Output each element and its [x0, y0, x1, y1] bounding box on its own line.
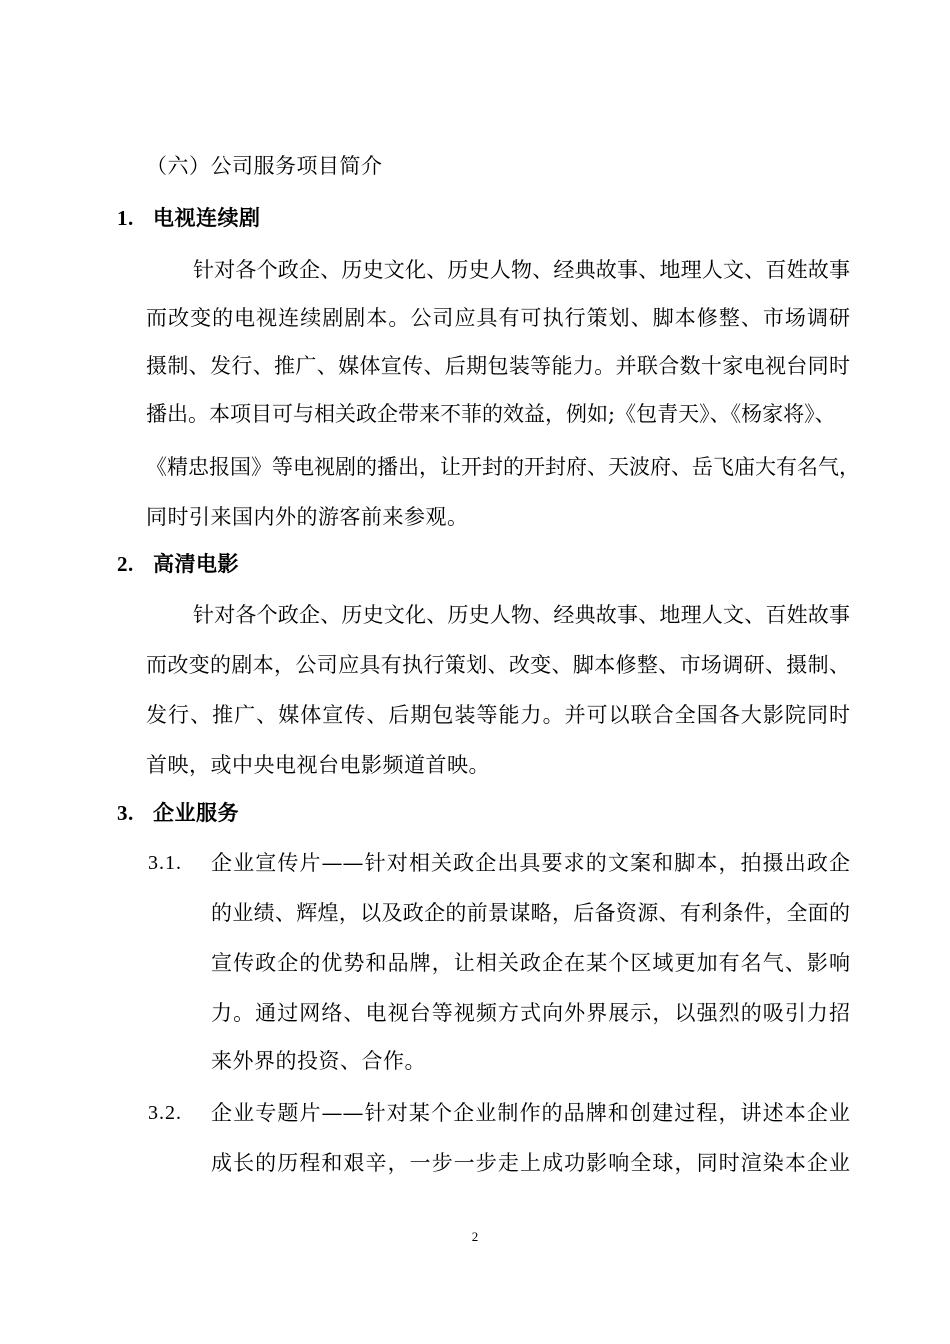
section-heading-3	[117, 798, 239, 828]
subitem-number: 3.1.	[148, 852, 182, 874]
section-title-text: 高清电影	[153, 552, 239, 576]
section-title-text: 电视连续剧	[153, 206, 261, 230]
paragraph-line: 企业宣传片——针对相关政企出具要求的文案和脚本，拍摄出政企	[211, 851, 850, 875]
page-number: 2	[471, 1229, 479, 1244]
section-heading-1	[117, 203, 261, 233]
paragraph-line: 首映，或中央电视台电影频道首映。	[146, 753, 490, 777]
section-number: 3.	[117, 801, 134, 825]
paragraph-line: 而改变的电视连续剧剧本。公司应具有可执行策划、脚本修整、市场调研	[146, 306, 850, 330]
paragraph-line: 力。通过网络、电视台等视频方式向外界展示，以强烈的吸引力招	[211, 1001, 850, 1025]
section-title: （六）公司服务项目简介	[146, 154, 383, 178]
section-number: 1.	[117, 206, 134, 230]
paragraph-line: 发行、推广、媒体宣传、后期包装等能力。并可以联合全国各大影院同时	[146, 703, 850, 727]
paragraph-line: 同时引来国内外的游客前来参观。	[146, 505, 469, 529]
section-number: 2.	[117, 552, 134, 576]
section-title-text: 企业服务	[153, 801, 239, 825]
section-heading-2	[117, 549, 239, 579]
paragraph-line: 而改变的剧本，公司应具有执行策划、改变、脚本修整、市场调研、摄制、	[146, 653, 850, 677]
paragraph-line: 播出。本项目可与相关政企带来不菲的效益，例如;《包青天》、《杨家将》、	[146, 402, 836, 426]
paragraph-line: 来外界的投资、合作。	[211, 1049, 426, 1073]
paragraph-line: 的业绩、辉煌，以及政企的前景谋略，后备资源、有利条件，全面的	[211, 901, 850, 925]
paragraph-line: 针对各个政企、历史文化、历史人物、经典故事、地理人文、百姓故事	[193, 603, 850, 627]
paragraph-line: 宣传政企的优势和品牌，让相关政企在某个区域更加有名气、影响	[211, 951, 850, 975]
paragraph-line: 针对各个政企、历史文化、历史人物、经典故事、地理人文、百姓故事	[193, 258, 850, 282]
paragraph-line: 《精忠报国》等电视剧的播出，让开封的开封府、天波府、岳飞庙大有名气，	[146, 455, 860, 479]
subitem-number: 3.2.	[148, 1102, 182, 1124]
paragraph-line: 企业专题片——针对某个企业制作的品牌和创建过程，讲述本企业	[211, 1101, 850, 1125]
paragraph-line: 摄制、发行、推广、媒体宣传、后期包装等能力。并联合数十家电视台同时	[146, 354, 850, 378]
paragraph-line: 成长的历程和艰辛，一步一步走上成功影响全球，同时渲染本企业	[211, 1151, 850, 1175]
